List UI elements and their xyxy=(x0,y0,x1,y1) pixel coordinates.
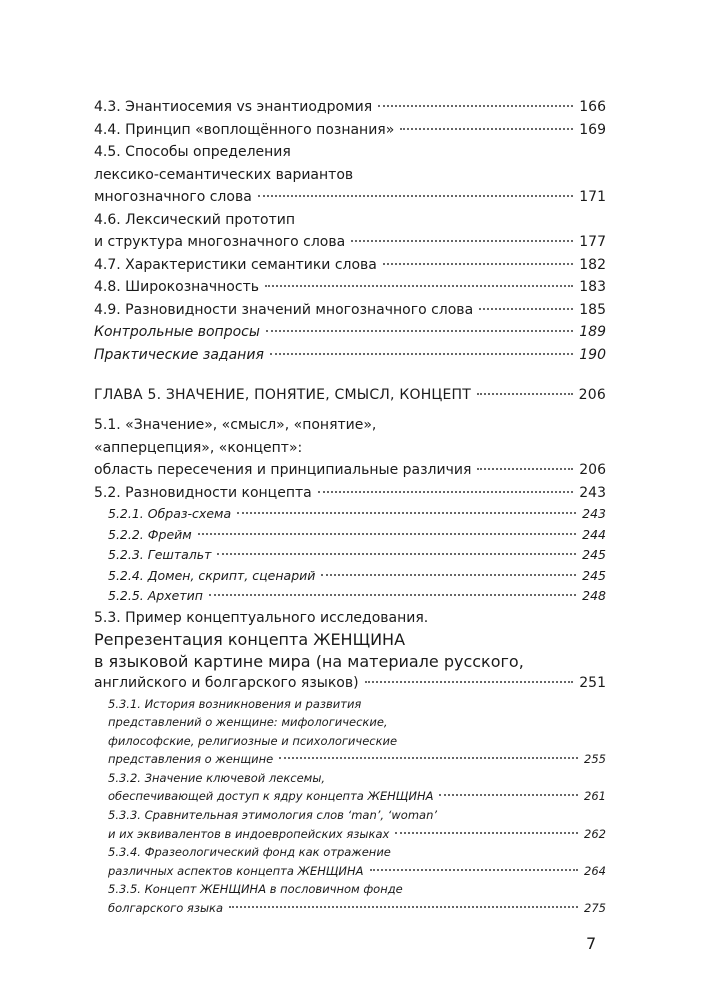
dot-leader xyxy=(258,195,573,197)
toc-entry xyxy=(94,299,606,322)
toc-entry-label: болгарского языка xyxy=(108,901,224,916)
toc-subentry xyxy=(94,566,606,587)
toc-entry-label: 4.8. Широкозначность xyxy=(94,279,259,295)
dot-leader xyxy=(477,468,573,470)
toc-entry-line: 5.3. Пример концептуального исследования. xyxy=(94,609,429,626)
dot-leader xyxy=(270,353,573,355)
dot-leader xyxy=(229,906,578,908)
toc-entry-label: 5.2.3. Гештальт xyxy=(108,547,212,562)
dot-leader xyxy=(321,574,576,576)
dot-leader xyxy=(365,681,574,683)
toc-entry-page: 185 xyxy=(579,301,606,318)
toc-entry xyxy=(94,482,606,505)
dot-leader xyxy=(217,553,576,555)
toc-entry-line: Репрезентация концепта ЖЕНЩИНА xyxy=(94,630,406,649)
toc-subentry-line: 5.3.4. Фразеологический фонд как отражение xyxy=(108,845,391,860)
page-number: 7 xyxy=(586,934,597,953)
toc-subentry-line: 5.3.2. Значение ключевой лексемы, xyxy=(108,770,326,785)
dot-leader xyxy=(370,869,579,871)
toc-subentry xyxy=(94,787,606,806)
toc-subentry-line: представлений о женщине: мифологические, xyxy=(108,715,388,730)
toc-entry-label: 5.2. Разновидности концепта xyxy=(94,484,312,501)
dot-leader xyxy=(318,491,574,493)
toc-entry-page: 166 xyxy=(579,99,606,115)
toc-entry-page: 248 xyxy=(582,588,606,603)
toc-entry-label: английского и болгарского языков) xyxy=(94,675,359,691)
table-of-contents xyxy=(94,96,606,918)
toc-entry-page: 182 xyxy=(579,256,606,273)
toc-subentry xyxy=(94,899,606,918)
toc-entry-label: 4.7. Характеристики семантики слова xyxy=(94,256,377,273)
toc-entry-label: представления о женщине xyxy=(108,752,274,767)
toc-entry-page: 243 xyxy=(579,484,606,501)
dot-leader xyxy=(351,240,573,242)
toc-entry-page: 206 xyxy=(578,387,606,403)
toc-entry-page: 177 xyxy=(579,234,606,250)
toc-entry-label: 5.2.2. Фрейм xyxy=(108,526,192,542)
toc-entry-label: и их эквивалентов в индоевропейских языках xyxy=(108,826,390,841)
toc-subentry xyxy=(94,825,606,844)
toc-entry-page: 245 xyxy=(582,547,606,562)
toc-entry xyxy=(94,276,606,299)
toc-entry xyxy=(94,96,606,119)
toc-subentry-line: 5.3.3. Сравнительная этимология слов ‘man’, ‘woman’ xyxy=(108,808,438,823)
toc-entry-page: 206 xyxy=(579,462,606,478)
toc-subentry xyxy=(94,750,606,769)
chapter-heading xyxy=(94,384,606,406)
toc-entry xyxy=(94,119,606,142)
dot-leader xyxy=(266,330,573,332)
dot-leader xyxy=(439,794,578,796)
toc-entry-label: 5.2.1. Образ-схема xyxy=(108,506,232,521)
toc-entry-line: 5.1. «Значение», «смысл», «понятие», xyxy=(94,417,377,433)
toc-entry-label: обеспечивающей доступ к ядру концепта ЖЕНЩИНА xyxy=(108,789,434,804)
toc-entry-page: 189 xyxy=(579,324,606,340)
toc-entry xyxy=(94,344,606,367)
toc-subentry xyxy=(94,586,606,607)
dot-leader xyxy=(395,832,578,834)
toc-entry-page: 261 xyxy=(584,789,606,804)
toc-entry-page: 255 xyxy=(584,752,606,767)
toc-entry-line: «апперцепция», «концепт»: xyxy=(94,439,303,456)
toc-entry-label: 4.9. Разновидности значений многозначного слова xyxy=(94,301,474,318)
dot-leader xyxy=(279,757,578,759)
toc-entry-page: 171 xyxy=(579,189,606,205)
toc-entry-page: 244 xyxy=(582,526,606,542)
toc-entry-line: 4.5. Способы определения xyxy=(94,144,291,160)
toc-entry xyxy=(94,254,606,277)
toc-entry-page: 251 xyxy=(579,675,606,691)
toc-entry xyxy=(94,186,606,209)
dot-leader xyxy=(479,308,573,310)
toc-subentry xyxy=(94,862,606,881)
toc-entry xyxy=(94,321,606,344)
toc-entry xyxy=(94,231,606,254)
dot-leader xyxy=(477,393,573,395)
toc-entry xyxy=(94,459,606,482)
toc-entry-line: в языковой картине мира (на материале русского, xyxy=(94,651,524,671)
toc-subentry xyxy=(94,504,606,525)
toc-entry xyxy=(94,672,606,695)
toc-subentry xyxy=(94,525,606,546)
dot-leader xyxy=(378,105,573,107)
chapter-title: ГЛАВА 5. ЗНАЧЕНИЕ, ПОНЯТИЕ, СМЫСЛ, КОНЦЕПТ xyxy=(94,387,472,403)
toc-entry-page: 264 xyxy=(584,863,606,878)
toc-entry-label: 5.2.4. Домен, скрипт, сценарий xyxy=(108,567,316,583)
toc-entry-label: и структура многозначного слова xyxy=(94,234,346,250)
dot-leader xyxy=(237,512,576,514)
toc-entry-label: Практические задания xyxy=(94,346,264,363)
toc-entry-page: 243 xyxy=(582,506,606,521)
dot-leader xyxy=(209,594,576,596)
toc-entry-page: 262 xyxy=(584,826,606,841)
toc-entry-page: 190 xyxy=(579,346,606,363)
dot-leader xyxy=(198,533,576,535)
dot-leader xyxy=(383,263,573,265)
toc-entry-label: 5.2.5. Архетип xyxy=(108,588,203,603)
toc-entry-page: 183 xyxy=(579,279,606,295)
dot-leader xyxy=(400,128,573,130)
toc-entry-label: 4.4. Принцип «воплощённого познания» xyxy=(94,121,395,138)
toc-subentry-line: философские, религиозные и психологические xyxy=(108,733,398,748)
dot-leader xyxy=(265,285,573,287)
toc-entry-line: лексико-семантических вариантов xyxy=(94,166,354,183)
toc-subentry xyxy=(94,545,606,566)
toc-entry-label: Контрольные вопросы xyxy=(94,324,260,340)
toc-subentry-line: 5.3.1. История возникновения и развития xyxy=(108,696,362,711)
toc-entry-page: 245 xyxy=(582,567,606,583)
toc-subentry-line: 5.3.5. Концепт ЖЕНЩИНА в пословичном фонде xyxy=(108,882,403,897)
toc-entry-line: 4.6. Лексический прототип xyxy=(94,211,295,228)
toc-entry-label: многозначного слова xyxy=(94,189,252,205)
toc-entry-page: 275 xyxy=(584,901,606,916)
toc-entry-label: различных аспектов концепта ЖЕНЩИНА xyxy=(108,863,364,878)
toc-entry-page: 169 xyxy=(579,121,606,138)
toc-entry-label: область пересечения и принципиальные различия xyxy=(94,462,472,478)
toc-entry-label: 4.3. Энантиосемия vs энантиодромия xyxy=(94,99,373,115)
